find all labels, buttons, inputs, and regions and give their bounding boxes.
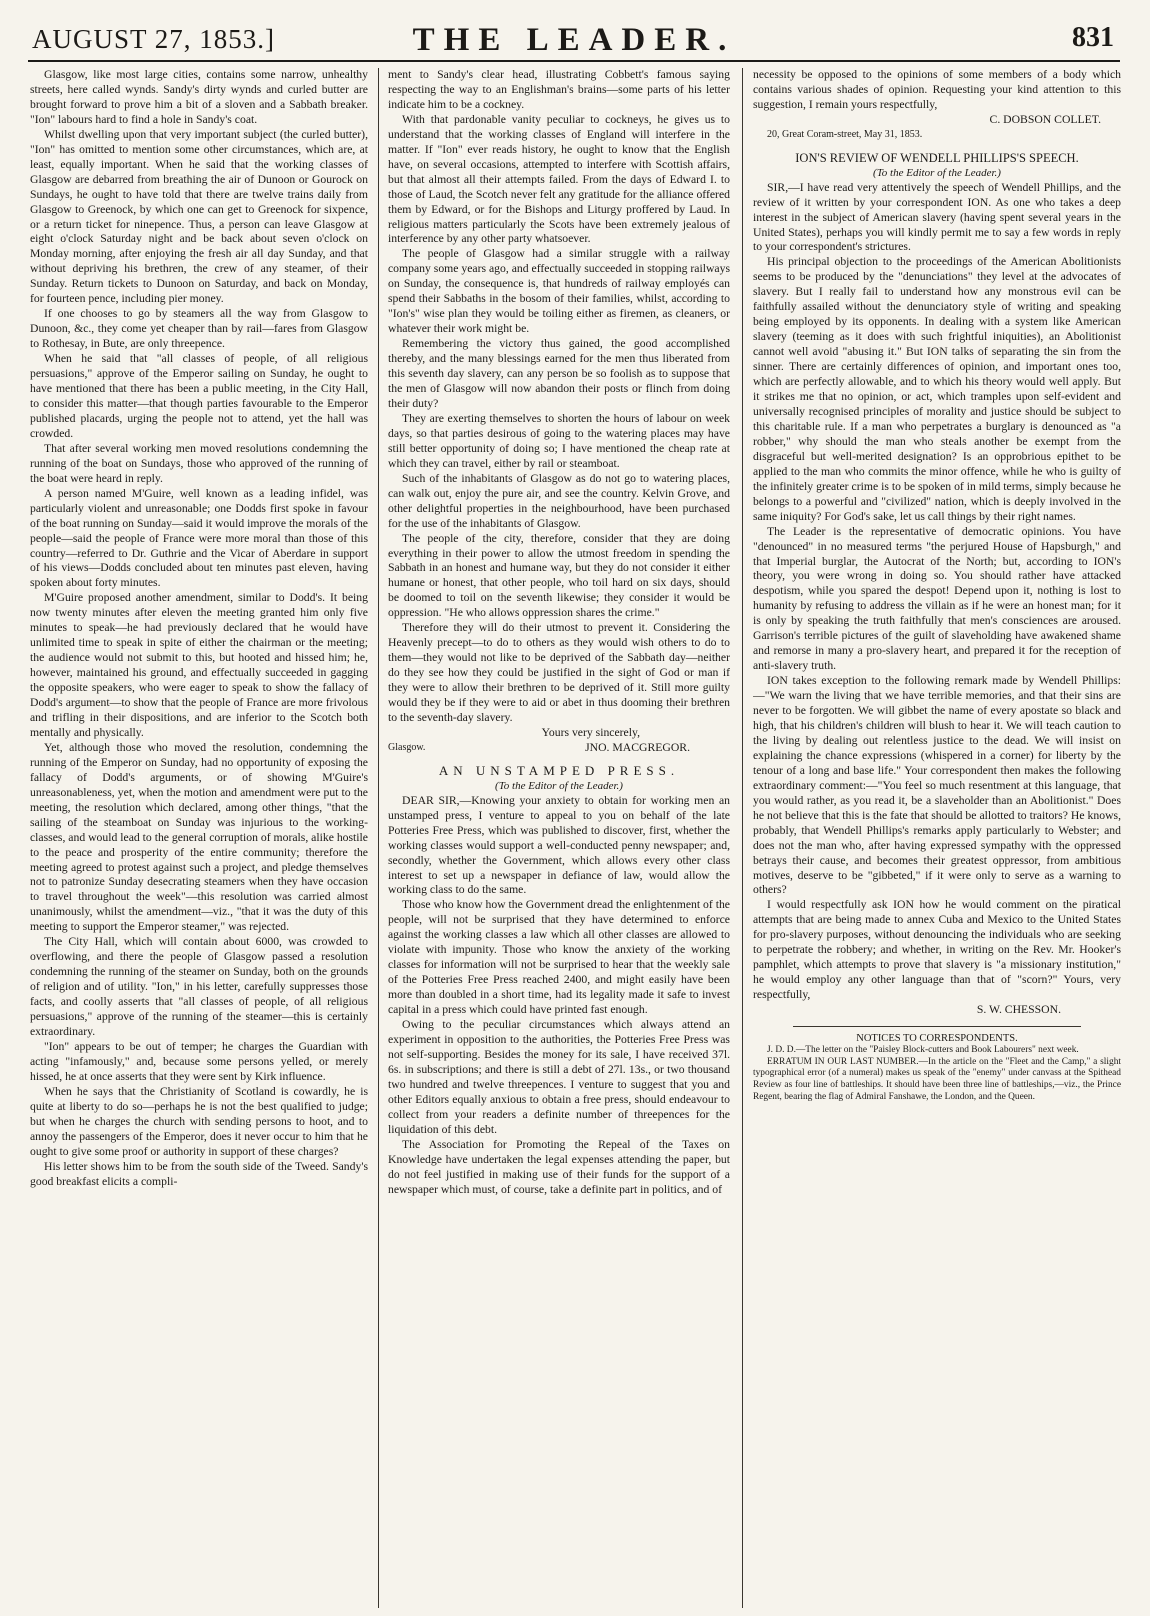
column-rule <box>742 68 743 1608</box>
paragraph: I would respectfully ask ION how he would comment on the piratical attempts that are being made to annex Cuba and Mexico to the United States for pro-slavery purposes, without denouncing the individuals who are seeking to perpetrate the robbery; and whether, in writing on the Rev. Mr. Hooker's pamphlet, which attempts to prove that slavery is "a missionary institution," he would employ any other language than that of "scorn?" Yours, very respectfully, <box>753 898 1121 1002</box>
paragraph: Glasgow, like most large cities, contains some narrow, unhealthy streets, here called wynds. Sandy's dirty wynds and curled butter are brought forward to prove him a bit of a sloven and a Sabbath breaker. "Ion" labours hard to find a hole in Sandy's coat. <box>30 68 368 126</box>
paragraph: "Ion" appears to be out of temper; he charges the Guardian with acting "infamously," and, because some persons yelled, or merely hissed, he at once asserts that they were sent by Kirk influence. <box>30 1039 368 1083</box>
paragraph: When he said that "all classes of people, of all religious persuasions," approve of the Emperor sailing on Sunday, he ought to have mentioned that there has been a public meeting, in the City Hall, to consider this matter—that though parties favourable to the Emperor published placards, urging the people not to attend, yet the hall was crowded. <box>30 352 368 440</box>
paragraph: The Leader is the representative of democratic opinions. You have "denounced" in no measured terms "the perjured House of Hapsburgh," and that Imperial burglar, the Autocrat of the North; but, according to ION's theory, you were wrong in doing so. You should rather have attacked despotism, while you spared the despot! Depend upon it, nothing is lost to humanity by refusing to address the villain as if he were an honest man; for it is only by speaking the truth faithfully that men's consciences are aroused. Garrison's terrible pictures of the guilt of slaveholding have awakened shame and remorse in many a pro-slavery heart, and prepared it for the reception of anti-slavery truth. <box>753 524 1121 673</box>
section-title: AN UNSTAMPED PRESS. <box>438 762 680 778</box>
column-2 <box>388 68 730 1608</box>
paragraph: The people of Glasgow had a similar struggle with a railway company some years ago, and effectually succeeded in stopping railways on Sunday, the consequence is, that hundreds of railway employés can spend their Sabbaths in the bosom of their families, whilst, according to "Ion's" wise plan they would be toiling either as firemen, as cleaners, or whatever their work might be. <box>388 247 730 336</box>
paragraph: DEAR SIR,—Knowing your anxiety to obtain for working men an unstamped press, I venture to appeal to you on behalf of the late Potteries Free Press, which was published to discover, first, whether the working classes would support a well-conducted penny newspaper; and, secondly, whether the Government, which allows every other class interest to set up a newspaper in defiance of law, would allow the working class to do the same. <box>388 793 730 897</box>
paragraph: Owing to the peculiar circumstances which always attend an experiment in opposition to the authorities, the Potteries Free Press was not self-supporting. Besides the money for its sale, I have received 37l. 6s. in subscriptions; and there is still a debt of 27l. 13s., or two thousand two hundred and twelve threepences. I venture to suggest that you and other Editors equally anxious to obtain a free press, should endeavour to collect from your readers a definite number of threepences for the liquidation of this debt. <box>388 1018 730 1136</box>
section-subtitle: (To the Editor of the Leader.) <box>495 779 623 792</box>
paragraph: Those who know how the Government dread the enlightenment of the people, will not be surprised that they have determined to enforce against the working classes a law which all other classes are allowed to violate with impunity. Those who know the anxiety of the working classes for information will not be surprised to hear that the weekly sale of the Potteries Free Press reached 2400, and might easily have been more than doubled in a short time, had its legality made it safe to invest capital in a press which could have printed fast enough. <box>388 898 730 1017</box>
signer-name: C. DOBSON COLLET. <box>989 112 1101 126</box>
notice-item: J. D. D.—The letter on the "Paisley Block-cutters and Book Labourers" next week. <box>767 1044 1079 1055</box>
letter-closing: Yours very sincerely, <box>541 725 640 739</box>
paragraph: SIR,—I have read very attentively the speech of Wendell Phillips, and the review of it written by your correspondent ION. As one who takes a deep interest in the subject of American slavery (having spent several years in the United States), perhaps you will kindly permit me to say a few words in reply to your correspondent's strictures. <box>753 180 1121 254</box>
paragraph: The people of the city, therefore, consider that they are doing everything in their power to allow the utmost freedom in spending the Sabbath in an honest and humane way, but they do not consider it either humane or honest, that other people, who toil hard on six days, should be doomed to toil on the seventh likewise; they consider it would be oppression. "He who allows oppression shares the crime." <box>388 531 730 620</box>
paragraph: His principal objection to the proceedings of the American Abolitionists seems to be produced by the "denunciations" they level at the advocates of slavery. But I really fail to understand how any monstrous evil can be faithfully assailed without the denunciatory style of writing and speaking being employed by its opponents. In dealing with a system like American slavery (teeming as it does with such frightful iniquities), an Abolitionist cannot well avoid "abusing it." But ION talks of separating the sin from the sinner. There are certainly differences of opinion, and important ones too, which are perfectly allowable, and to which his theory would well apply. But it strikes me that no opinion, or act, which tramples upon self-evident and universally recognised principles of morality and justice should be subject to this charitable rule. If a man who perpetrates a burglary is denounced as "a robber," why should the man who steals another be exempt from the disgraceful but well-merited designation? Is an opprobrious epithet to be applied to the man who commits the minor offence, while he who is guilty of the infinitely greater crime is to be spoken of in mild terms, simply because he belongs to a powerful and "civilized" nation, which is deeply involved in the same iniquity? For God's sake, let us call things by their right names. <box>753 255 1121 523</box>
paragraph: A person named M'Guire, well known as a leading infidel, was particularly violent and unreasonable; one Dodds first spoke in favour of the boat running on Sunday—said it would improve the morals of the people—said the people of France were more moral than those of this country—referred to Dr. Guthrie and the Vicar of Aberdare in support of his views—Dodds concluded about ten minutes past eleven, having spoken about forty minutes. <box>30 486 368 590</box>
paragraph: They are exerting themselves to shorten the hours of labour on week days, so that parties desirous of going to the watering places may have still better opportunity of doing so; I have mentioned the cheap rate at which they can travel, either by rail or steamboat. <box>388 411 730 470</box>
paragraph: ment to Sandy's clear head, illustrating Cobbett's famous saying respecting the way to an Englishman's brains—some parts of his letter indicate him to be a cockney. <box>388 68 730 111</box>
paragraph: Such of the inhabitants of Glasgow as do not go to watering places, can walk out, enjoy the pure air, and see the country. Kelvin Grove, and other delightful properties in the neighbourhood, have been purchased for the use of the inhabitants of Glasgow. <box>388 471 730 530</box>
issue-date: AUGUST 27, 1853.] <box>32 24 276 54</box>
masthead-title: THE LEADER. <box>412 22 736 58</box>
page-number: 831 <box>1072 22 1114 53</box>
section-title: ION'S REVIEW OF WENDELL PHILLIPS'S SPEECH. <box>795 150 1079 165</box>
page-header <box>28 14 1120 62</box>
paragraph: With that pardonable vanity peculiar to cockneys, he gives us to understand that the working classes of England will interfere in the matter. If "Ion" ever reads history, he ought to know that the English have, on several occasions, attempted to interfere with Scottish affairs, but that almost all their attempts failed. From the days of Edward I. to those of Laud, the Scotch never felt any gratitude for the alliance offered them by Edward, or for the Bishops and Liturgy proffered by Laud. In religious matters particularly the Scots have been extremely jealous of interference by any other party whatsoever. <box>388 112 730 246</box>
paragraph: ION takes exception to the following remark made by Wendell Phillips:—"We warn the living that we have terrible memories, and that their sins are never to be forgotten. We will gibbet the name of every apostate so black and high, that his children's children will blush to hear it. We will teach caution to the living by dealing out relentless justice to the dead. We will insist on explaining the chance expressions (whispered in a corner) for liberty by the tenour of a long and base life." Your correspondent then makes the following extraordinary comment:—"You feel so much resentment at this language, that you would rather, as you read it, be a slaveholder than an Abolitionist." Does he not believe that this is the fate that should be allotted to traitors? He knows, probably, that Wendell Phillips's remarks apply particularly to Webster; and does not the man who, after having expressed sympathy with the oppressed betrays their cause, and becomes their greatest oppressor, from ambitious motives, deserve to be "gibbeted," if it were only to serve as a warning to others? <box>753 674 1121 897</box>
letter-address: 20, Great Coram-street, May 31, 1853. <box>767 128 923 140</box>
paragraph: The Association for Promoting the Repeal of the Taxes on Knowledge have undertaken the legal expenses attending the paper, but do not feel justified in making use of their funds for the support of a newspaper which must, of course, take a definite part in politics, and of <box>388 1137 730 1196</box>
signer-name: S. W. CHESSON. <box>976 1003 1061 1017</box>
notices-title: NOTICES TO CORRESPONDENTS. <box>856 1033 1018 1045</box>
paragraph: When he says that the Christianity of Scotland is cowardly, he is quite at liberty to do so—perhaps he is not the best qualified to judge; but when he charges the church with sending persons to hoot, and to annoy the passengers of the Emperor, does it never occur to him that he ought to give some proof or authority in support of these charges? <box>30 1084 368 1158</box>
paragraph: The City Hall, which will contain about 6000, was crowded to overflowing, and there the people of Glasgow passed a resolution condemning the running of the steamer on Sunday, both on the grounds of religion and of utility. "Ion," in his letter, carefully suppresses those facts, and coolly asserts that "all classes of people, of all religious persuasions," approve of the running of the steamer—this is certainly extraordinary. <box>30 935 368 1038</box>
letter-signature <box>388 741 730 756</box>
signer-name: JNO. MACGREGOR. <box>585 740 690 754</box>
column-3 <box>753 68 1121 1608</box>
notice-item: ERRATUM IN OUR LAST NUMBER.—In the article on the "Fleet and the Camp," a slight typographical error (of a numeral) makes us speak of the "enemy" under canvass at the Spithead Review as four line of battleships. It should have been three line of battleships,—viz., the Prince Regent, bearing the flag of Admiral Fanshawe, the London, and the Queen. <box>753 1056 1121 1103</box>
paragraph: Remembering the victory thus gained, the good accomplished thereby, and the many blessings earned for the men thus liberated from this seventh day slavery, can any person be so foolish as to suppose that the men of Glasgow will now abandon their posts or flinch from doing their duty? <box>388 337 730 410</box>
section-subtitle: (To the Editor of the Leader.) <box>873 166 1001 179</box>
paragraph: That after several working men moved resolutions condemning the running of the boat on Sundays, those who approved of the running of the boat were heard in reply. <box>30 441 368 485</box>
paragraph: Therefore they will do their utmost to prevent it. Considering the Heavenly precept—to do to others as they would wish others to do to them—they would not like to be deprived of the Sabbath day—neither do they see how they could be justified in the sight of God or man if they were to allow their brethren to be deprived of it. Still more guilty would they be if they were to aid or abet in thus dooming their brethren to the seventh-day slavery. <box>388 621 730 724</box>
paragraph: necessity be opposed to the opinions of some members of a body which contains various shades of opinion. Requesting your kind attention to this suggestion, I remain yours respectfully, <box>753 68 1121 111</box>
paragraph: Whilst dwelling upon that very important subject (the curled butter), "Ion" has omitted to mention some other circumstances, which are, at least, equally important. When he said that the working classes of Glasgow are debarred from breathing the air of Dunoon or Gourock on Sundays, he ought to have told that there are twelve trains daily from Glasgow to Greenock, by which one can get to Greenock for sixpence, or a return ticket for ninepence. Thus, a person can leave Glasgow at eight o'clock Saturday night and be back about seven o'clock on Monday morning, after enjoying the fresh air all day Sunday, and that without depriving his brethren, the crew of any steamer, of their Sunday. Return tickets to Dunoon on Saturday, and back on Monday, for fourteen pence, including pier money. <box>30 127 368 306</box>
paragraph: His letter shows him to be from the south side of the Tweed. Sandy's good breakfast elicits a compli- <box>30 1159 368 1188</box>
paragraph: M'Guire proposed another amendment, similar to Dodd's. It being now twenty minutes after eleven the meeting granted him only five minutes to speak—he had previously declared that he would have unlimited time to speak in spite of either the chairman or the meeting; the audience would not submit to this, but hooted and hissed him; he, however, maintained his ground, and effectually succeeded in gagging the opposite speakers, who were eager to speak to show the fallacy of Dodd's argument—to show that the people of France are more frivolous and trifling in their dispositions, and are inferior to the Scotch both mentally and physically. <box>30 591 368 739</box>
column-1 <box>30 68 368 1608</box>
paragraph: If one chooses to go by steamers all the way from Glasgow to Dunoon, &c., they come yet cheaper than by rail—fares from Glasgow to Rothesay, in Bute, are only threepence. <box>30 307 368 351</box>
section-divider <box>793 1026 1081 1027</box>
column-rule <box>378 68 379 1608</box>
paragraph: Yet, although those who moved the resolution, condemning the running of the Emperor on Sunday, had no opportunity of exposing the fallacy of Dodd's arguments, or of showing M'Guire's unreasonableness, yet, when the motion and amendment were put to the meeting, the resolution which declared, among other things, "that the sailing of the steamboat on Sunday was injurious to the working-classes, and would lead to the general corruption of morals, alike hostile to the peace and prosperity of the entire community; therefore the meeting agreed to protest against such a project, and pledge themselves not to patronize Sunday desecrating steamers when they have occasion to travel throughout the week"—this resolution was carried almost unanimously, whilst the amendment—viz., "that it was the duty of this meeting to support the Emperor steamer," was rejected. <box>30 740 368 934</box>
notices-section <box>753 1033 1121 1104</box>
letter-place: Glasgow. <box>388 741 426 753</box>
